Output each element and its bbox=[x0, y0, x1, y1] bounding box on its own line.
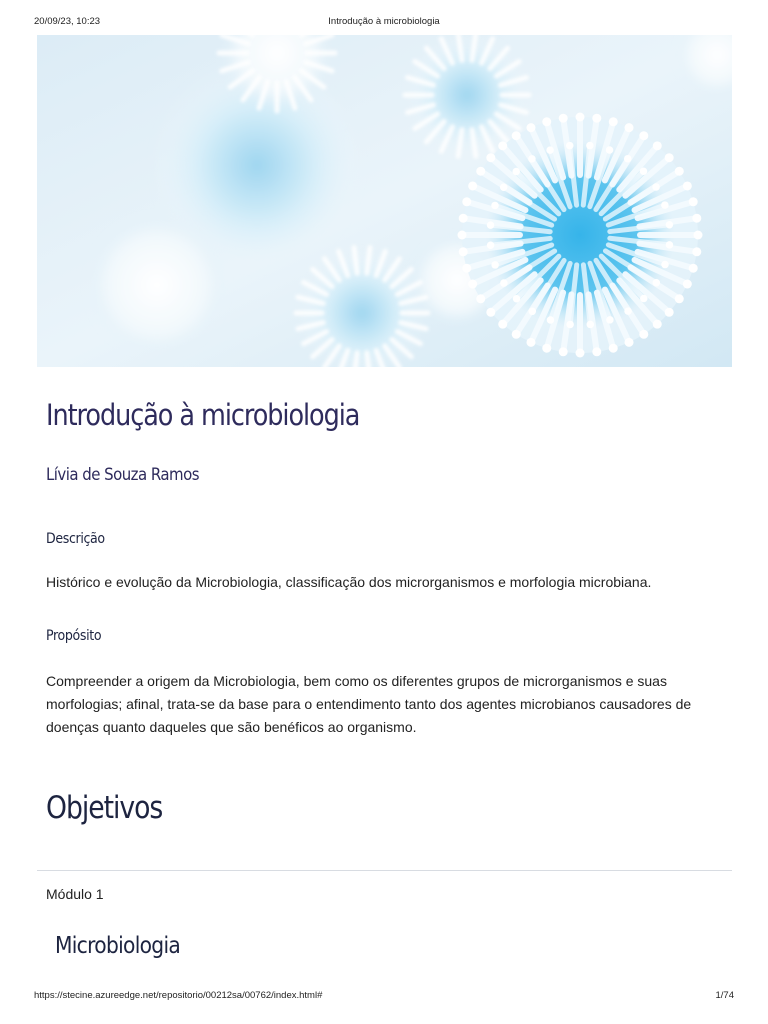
virus-spike-tip bbox=[491, 202, 499, 210]
banner-image bbox=[37, 35, 732, 367]
virus-spike-tip bbox=[576, 349, 585, 358]
virus-spike-tip bbox=[694, 231, 703, 240]
virus-spike-tip bbox=[542, 117, 551, 126]
virus-spike-tip bbox=[692, 214, 701, 223]
virus-spike-tip bbox=[661, 261, 669, 269]
virus-spike-tip bbox=[462, 197, 471, 206]
virus-spike-tip bbox=[487, 242, 495, 250]
virus-spike-tip bbox=[624, 155, 632, 163]
virus-spike-tip bbox=[606, 146, 614, 154]
virus-spike-tip bbox=[689, 264, 698, 273]
virus-spike-tip bbox=[512, 168, 520, 176]
virus-spike-tip bbox=[468, 280, 477, 289]
virus-spike-tip bbox=[665, 308, 674, 317]
proposito-heading: Propósito bbox=[46, 628, 102, 644]
virus-spike-tip bbox=[639, 330, 648, 339]
virus-spike-tip bbox=[661, 201, 669, 209]
module-label: Módulo 1 bbox=[46, 886, 104, 902]
objetivos-heading: Objetivos bbox=[46, 790, 163, 826]
virus-spike-tip bbox=[559, 347, 568, 356]
print-doc-title: Introdução à microbiologia bbox=[328, 16, 440, 27]
virus-spike-tip bbox=[458, 231, 467, 240]
virus-spike-tip bbox=[683, 280, 692, 289]
print-url: https://stecine.azureedge.net/repositorio/00212sa/00762/index.html# bbox=[34, 990, 323, 1001]
virus-spike-tip bbox=[683, 181, 692, 190]
print-footer bbox=[34, 990, 734, 1004]
background-spike bbox=[367, 247, 370, 273]
virus-spike-tip bbox=[675, 167, 684, 176]
virus-spike-tip bbox=[528, 155, 536, 163]
virus-particles-illustration bbox=[37, 35, 732, 367]
virus-spike-tip bbox=[609, 117, 618, 126]
virus-spike-tip bbox=[498, 141, 507, 150]
virus-spike-tip bbox=[529, 308, 537, 316]
virus-spike-tip bbox=[640, 295, 648, 303]
background-spike bbox=[367, 353, 370, 367]
virus-spike-tip bbox=[542, 344, 551, 353]
page-title: Introdução à microbiologia bbox=[46, 398, 360, 432]
virus-spike-tip bbox=[526, 338, 535, 347]
virus-spike-tip bbox=[609, 344, 618, 353]
virus-spike-tip bbox=[586, 142, 594, 150]
virus-spike-tip bbox=[665, 153, 674, 162]
virus-spike-tip bbox=[500, 279, 508, 287]
background-spike bbox=[354, 353, 357, 367]
virus-spike-tip bbox=[476, 294, 485, 303]
virus-spike-tip bbox=[675, 294, 684, 303]
section-divider bbox=[37, 870, 732, 871]
virus-spike-tip bbox=[459, 214, 468, 223]
virus-spike-tip bbox=[587, 321, 595, 329]
virus-spike-tip bbox=[566, 142, 574, 150]
virus-spike-tip bbox=[666, 221, 674, 229]
virus-spike-tip bbox=[559, 114, 568, 123]
virus-spike-tip bbox=[692, 247, 701, 256]
virus-spike-tip bbox=[592, 347, 601, 356]
virus-spike-tip bbox=[592, 114, 601, 123]
virus-spike-tip bbox=[640, 167, 648, 175]
virus-spike-tip bbox=[653, 141, 662, 150]
print-header bbox=[34, 16, 734, 30]
virus-spike-tip bbox=[606, 316, 614, 324]
virus-spike-tip bbox=[526, 123, 535, 132]
virus-spike-tip bbox=[498, 320, 507, 329]
author-name: Lívia de Souza Ramos bbox=[46, 465, 199, 485]
background-spike bbox=[354, 247, 357, 273]
proposito-text: Compreender a origem da Microbiologia, bem como os diferentes grupos de microrganismos e suas morfologias; afinal, trata-se da base para o entendimento tanto dos agentes microbianos causadores de doenças quanto daqueles que são benéficos ao organismo. bbox=[46, 673, 692, 735]
virus-spike-tip bbox=[546, 146, 554, 154]
virus-spike-tip bbox=[624, 307, 632, 315]
virus-spike-tip bbox=[653, 320, 662, 329]
virus-spike-tip bbox=[459, 247, 468, 256]
virus-spike-tip bbox=[653, 279, 661, 287]
virus-spike-tip bbox=[625, 338, 634, 347]
virus-spike-tip bbox=[468, 181, 477, 190]
virus-spike-tip bbox=[625, 123, 634, 132]
descricao-heading: Descrição bbox=[46, 531, 105, 547]
virus-spike-tip bbox=[486, 153, 495, 162]
print-datetime: 20/09/23, 10:23 bbox=[34, 16, 101, 27]
virus-spike-tip bbox=[666, 241, 674, 249]
virus-spike-tip bbox=[476, 167, 485, 176]
virus-spike-tip bbox=[639, 131, 648, 140]
virus-spike-tip bbox=[512, 330, 521, 339]
virus-spike-tip bbox=[486, 308, 495, 317]
descricao-text: Histórico e evolução da Microbiologia, classificação dos microrganismos e morfologia microbiana. bbox=[46, 574, 652, 590]
virus-spike-tip bbox=[652, 183, 660, 191]
virus-spike-tip bbox=[513, 295, 521, 303]
virus-spike-tip bbox=[512, 131, 521, 140]
module-title: Microbiologia bbox=[55, 933, 181, 959]
virus-spike-tip bbox=[547, 316, 555, 324]
virus-spike-tip bbox=[491, 261, 499, 269]
virus-spike-tip bbox=[576, 113, 585, 122]
virus-spike-tip bbox=[487, 221, 495, 229]
virus-spike-tip bbox=[689, 197, 698, 206]
page-number: 1/74 bbox=[715, 990, 734, 1001]
virus-spike-tip bbox=[566, 321, 574, 329]
virus-spike-tip bbox=[500, 184, 508, 192]
virus-spike-tip bbox=[462, 264, 471, 273]
